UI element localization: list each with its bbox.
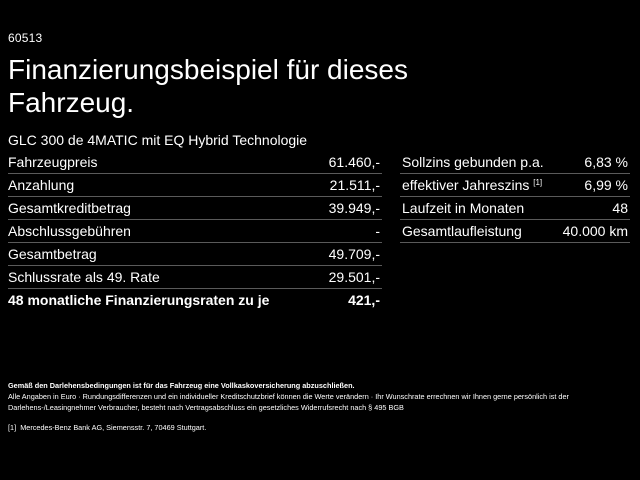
info-note: Alle Angaben in Euro · Rundungsdifferenzen und ein individueller Kreditschutzbrief können die Werte verändern · Ihr Wunschrate errechnen wir Ihnen gerne persönlich ist der Darlehens-/Leasingnehmer Verbraucher, besteht nach Vertragsabschluss ein gesetzliches Widerrufsrecht nach § 495 BGB bbox=[8, 392, 569, 412]
source-note bbox=[8, 422, 628, 433]
row-label: Schlussrate als 49. Rate bbox=[8, 266, 319, 289]
table-row bbox=[8, 243, 382, 266]
row-label: Gesamtlaufleistung bbox=[400, 220, 556, 243]
row-value: 40.000 km bbox=[556, 220, 630, 243]
table-row bbox=[400, 220, 630, 243]
row-value: 421,- bbox=[348, 292, 380, 308]
row-label: Abschlussgebühren bbox=[8, 220, 319, 243]
vehicle-model: GLC 300 de 4MATIC mit EQ Hybrid Technologie bbox=[8, 132, 308, 148]
row-label: Gesamtbetrag bbox=[8, 243, 319, 266]
table-row bbox=[8, 174, 382, 197]
footnote-ref: [1] bbox=[533, 178, 543, 187]
insurance-note: Gemäß den Darlehensbedingungen ist für das Fahrzeug eine Vollkaskoversicherung abzuschließen. bbox=[8, 381, 355, 390]
row-label: Laufzeit in Monaten bbox=[400, 197, 556, 220]
row-label: Gesamtkreditbetrag bbox=[8, 197, 319, 220]
table-row bbox=[400, 197, 630, 220]
source-text: Mercedes-Benz Bank AG, Siemensstr. 7, 70469 Stuttgart. bbox=[20, 423, 207, 432]
row-value: 6,83 % bbox=[556, 151, 630, 174]
row-label bbox=[400, 174, 556, 197]
monthly-rate-row bbox=[8, 289, 382, 312]
row-label-text: effektiver Jahreszins bbox=[402, 177, 530, 193]
table-row bbox=[8, 266, 382, 289]
row-label: Anzahlung bbox=[8, 174, 319, 197]
table-row bbox=[8, 151, 382, 174]
row-value: 21.511,- bbox=[319, 174, 382, 197]
table-row bbox=[8, 220, 382, 243]
row-value: - bbox=[319, 220, 382, 243]
row-value: 29.501,- bbox=[319, 266, 382, 289]
row-value: 39.949,- bbox=[319, 197, 382, 220]
row-label: Fahrzeugpreis bbox=[8, 151, 319, 174]
table-row bbox=[8, 197, 382, 220]
legal-notes bbox=[8, 380, 628, 433]
interest-table bbox=[400, 151, 630, 243]
table-row bbox=[400, 174, 630, 197]
financing-table bbox=[8, 151, 382, 311]
row-label: Sollzins gebunden p.a. bbox=[400, 151, 556, 174]
row-value: 49.709,- bbox=[319, 243, 382, 266]
row-value: 6,99 % bbox=[556, 174, 630, 197]
offer-code: 60513 bbox=[8, 31, 43, 45]
table-row bbox=[400, 151, 630, 174]
footnote-marker: [1] bbox=[8, 423, 17, 432]
row-value: 61.460,- bbox=[319, 151, 382, 174]
page-title: Finanzierungsbeispiel für dieses Fahrzeug. bbox=[8, 54, 408, 118]
row-value: 48 bbox=[556, 197, 630, 220]
row-label: 48 monatliche Finanzierungsraten zu je bbox=[8, 292, 270, 308]
